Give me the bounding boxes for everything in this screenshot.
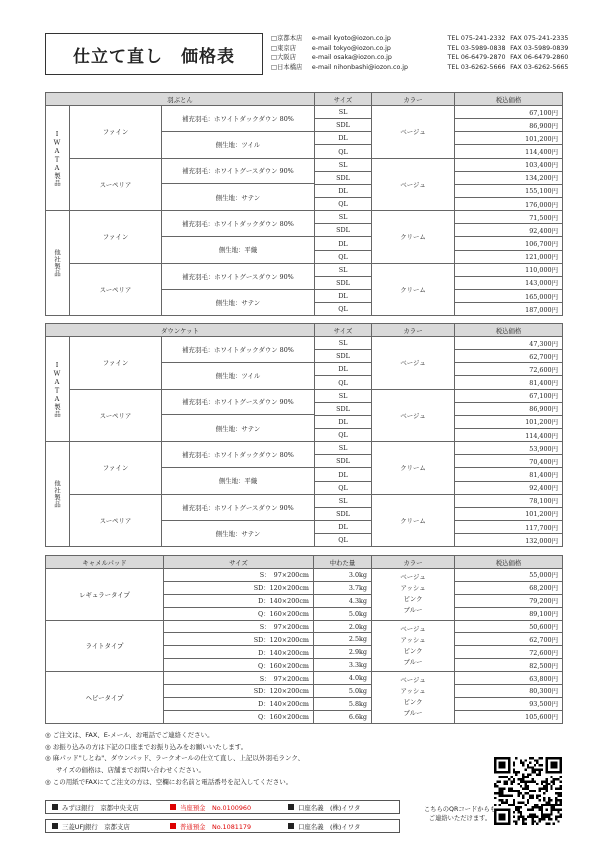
grade-label: スーペリア [70, 158, 162, 211]
price-cell: 47,300円 [455, 337, 563, 350]
color-cell: ベージュ [372, 158, 455, 211]
size-cell: SDL [315, 402, 372, 415]
price-cell: 132,000円 [455, 534, 563, 547]
price-cell: 72,600円 [455, 646, 563, 659]
fill-amount-cell: 5.0kg [314, 685, 372, 698]
type-label: ライトタイプ [46, 620, 164, 672]
table-row [46, 442, 563, 455]
material-cell [162, 389, 315, 442]
size-cell: QL [315, 481, 372, 494]
fill-label: 補充羽毛：ホワイトグースダウン 90% [162, 390, 314, 416]
material-cell [162, 494, 315, 547]
size-cell: QL [315, 198, 372, 211]
price-cell: 114,400円 [455, 145, 563, 158]
size-cell: SDL [315, 276, 372, 289]
column-header-price: 税込価格 [455, 93, 563, 106]
color-option: アッシュ [400, 584, 426, 593]
grade-label: スーペリア [70, 263, 162, 316]
color-option: ベージュ [400, 676, 426, 685]
size-cell: DL [315, 415, 372, 428]
contact-row [271, 63, 571, 73]
size-cell: S： 97×200cm [164, 569, 314, 582]
color-option: ピンク [403, 698, 423, 707]
material-cell [162, 442, 315, 495]
column-header-price: 税込価格 [455, 556, 563, 569]
size-cell: QL [315, 250, 372, 263]
table-row [46, 494, 563, 507]
price-cell: 106,700円 [455, 237, 563, 250]
color-list [374, 624, 452, 668]
size-cell: SDL [315, 171, 372, 184]
size-cell: QL [315, 429, 372, 442]
size-cell: DL [315, 184, 372, 197]
maker-label: 他社製品 [46, 442, 70, 547]
size-cell: SD：120×200cm [164, 633, 314, 646]
fill-label: 補充羽毛：ホワイトグースダウン 90% [162, 495, 314, 521]
column-header-name: 羽ぶとん [46, 93, 315, 106]
price-cell: 114,400円 [455, 429, 563, 442]
fill-amount-cell: 5.0kg [314, 607, 372, 620]
fabric-label: 側生地：ツイル [215, 372, 261, 381]
material-cell [162, 211, 315, 264]
price-cell: 80,300円 [455, 685, 563, 698]
qr-caption-line: ご連絡いただけます。 [428, 815, 492, 822]
checkbox-icon: □ [271, 44, 277, 52]
table-row [46, 158, 563, 171]
fill-label: 補充羽毛：ホワイトダックダウン 80% [162, 337, 314, 363]
table-row [46, 620, 563, 633]
price-cell: 68,200円 [455, 581, 563, 594]
size-cell: QL [315, 376, 372, 389]
note-line: ◎ ご注文は、FAX、E-メール、お電話でご連絡ください。 [45, 731, 214, 739]
price-cell: 55,000円 [455, 569, 563, 582]
contact-row [271, 53, 571, 63]
fabric-label: 側生地：サテン [215, 193, 261, 202]
downket-price-table [45, 323, 563, 547]
size-cell: QL [315, 303, 372, 316]
size-cell: DL [315, 521, 372, 534]
color-option: ベージュ [400, 624, 426, 633]
price-cell: 82,500円 [455, 659, 563, 672]
table-row [46, 106, 563, 119]
fill-label: 補充羽毛：ホワイトグースダウン 90% [162, 264, 314, 290]
price-cell: 81,400円 [455, 468, 563, 481]
note-line: ◎ 麻パッド"しとね"、ダウンパッド、ラークオールの仕立て直し、上記以外羽毛ランク、 [45, 754, 305, 763]
type-label: ヘビータイプ [46, 672, 164, 724]
type-label: レギュラータイプ [46, 569, 164, 621]
price-cell: 110,000円 [455, 263, 563, 276]
contact-row [271, 34, 571, 44]
price-cell: 86,900円 [455, 402, 563, 415]
note-line: サイズの価格は、店舗までお問い合わせください。 [56, 766, 205, 775]
fill-amount-cell: 3.7kg [314, 581, 372, 594]
size-cell: SL [315, 158, 372, 171]
price-cell: 67,100円 [455, 389, 563, 402]
fill-amount-cell: 2.9kg [314, 646, 372, 659]
bank-name: 三菱UFJ銀行 京都支店 [62, 822, 130, 831]
size-cell: SL [315, 106, 372, 119]
column-header-size: サイズ [164, 556, 314, 569]
price-cell: 62,700円 [455, 633, 563, 646]
color-cell: ベージュ [372, 106, 455, 159]
column-header-price: 税込価格 [455, 324, 563, 337]
price-cell: 79,200円 [455, 594, 563, 607]
price-cell: 121,000円 [455, 250, 563, 263]
column-header-size: サイズ [315, 93, 372, 106]
branch-fax: FAX 03-5989-0839 [510, 44, 569, 52]
table-row [46, 337, 563, 350]
price-cell: 50,600円 [455, 620, 563, 633]
size-cell: QL [315, 145, 372, 158]
account-number: 当座預金 No.0100960 [180, 803, 252, 812]
grade-label: ファイン [70, 337, 162, 390]
fabric-label: 側生地：サテン [215, 298, 261, 307]
fabric-label: 側生地：サテン [215, 529, 261, 538]
grade-label: ファイン [70, 442, 162, 495]
size-cell: SD：120×200cm [164, 685, 314, 698]
maker-label: IWATA製品 [46, 106, 70, 211]
price-cell: 71,500円 [455, 211, 563, 224]
size-cell: S： 97×200cm [164, 620, 314, 633]
size-cell: SL [315, 442, 372, 455]
branch-email: e-mail nihonbashi@iozon.co.jp [311, 63, 408, 71]
branch-email: e-mail tokyo@iozon.co.jp [311, 44, 391, 52]
fill-amount-cell: 4.0kg [314, 672, 372, 685]
price-cell: 134,200円 [455, 171, 563, 184]
fill-amount-cell: 2.5kg [314, 633, 372, 646]
color-cell: ベージュ [372, 337, 455, 390]
size-cell: D：140×200cm [164, 594, 314, 607]
price-cell: 72,600円 [455, 363, 563, 376]
notes [45, 730, 304, 789]
table-row [46, 211, 563, 224]
price-cell: 89,100円 [455, 607, 563, 620]
price-cell: 155,100円 [455, 184, 563, 197]
color-option: ブルー [403, 709, 423, 718]
table-row [46, 569, 563, 582]
fill-amount-cell: 4.3kg [314, 594, 372, 607]
color-option: ブルー [403, 657, 423, 666]
color-option: アッシュ [400, 687, 426, 696]
square-icon [288, 804, 294, 810]
size-cell: SDL [315, 507, 372, 520]
size-cell: DL [315, 363, 372, 376]
price-cell: 101,200円 [455, 415, 563, 428]
fill-amount-cell: 6.6kg [314, 710, 372, 723]
size-cell: SDL [315, 350, 372, 363]
table-row [46, 672, 563, 685]
square-icon [288, 823, 294, 829]
material-cell [162, 263, 315, 316]
price-cell: 93,500円 [455, 697, 563, 710]
size-cell: DL [315, 237, 372, 250]
fill-amount-cell: 3.3kg [314, 659, 372, 672]
price-cell: 187,000円 [455, 303, 563, 316]
account-holder: 口座名義 (株)イワタ [298, 803, 361, 812]
column-header-name: キャメルパッド [46, 556, 164, 569]
color-cell: ベージュ [372, 389, 455, 442]
fill-label: 補充羽毛：ホワイトダックダウン 80% [162, 442, 314, 468]
branch-fax: FAX 075-241-2335 [510, 35, 569, 42]
price-cell: 92,400円 [455, 224, 563, 237]
branch-name: 日本橋店 [277, 63, 303, 71]
grade-label: スーペリア [70, 494, 162, 547]
square-icon [52, 823, 58, 829]
qr-caption-line: こちらのQRコードからも [423, 806, 497, 813]
size-cell: SD：120×200cm [164, 581, 314, 594]
color-list [374, 572, 452, 616]
column-header-color: カラー [372, 324, 455, 337]
color-cell: クリーム [372, 442, 455, 495]
size-cell: Q：160×200cm [164, 659, 314, 672]
qr-code-icon[interactable] [494, 757, 562, 825]
grade-label: スーペリア [70, 389, 162, 442]
price-cell: 92,400円 [455, 481, 563, 494]
size-cell: DL [315, 290, 372, 303]
fill-amount-cell: 5.8kg [314, 697, 372, 710]
price-cell: 81,400円 [455, 376, 563, 389]
bank-account-1 [45, 800, 400, 814]
note-line: ◎ この用紙でFAXにてご注文の方は、空欄にお名前と電話番号を記入してください。 [45, 777, 293, 786]
price-cell: 78,100円 [455, 494, 563, 507]
table-row [46, 263, 563, 276]
square-icon [52, 804, 58, 810]
branch-fax: FAX 06-6479-2860 [510, 54, 569, 61]
qr-caption [420, 805, 500, 823]
fill-label: 補充羽毛：ホワイトダックダウン 80% [162, 106, 314, 132]
branch-fax: FAX 03-6262-5665 [510, 63, 569, 71]
price-cell: 143,000円 [455, 276, 563, 289]
color-cell: クリーム [372, 211, 455, 264]
page-title: 仕立て直し 価格表 [45, 33, 263, 75]
column-header-size: サイズ [315, 324, 372, 337]
size-cell: QL [315, 534, 372, 547]
column-header-name: ダウンケット [46, 324, 315, 337]
size-cell: SL [315, 337, 372, 350]
branch-email: e-mail kyoto@iozon.co.jp [311, 35, 391, 42]
contact-list [271, 34, 571, 72]
size-cell: SL [315, 389, 372, 402]
camel-pad-price-table [45, 555, 563, 724]
column-header-color: カラー [372, 93, 455, 106]
color-option: ブルー [403, 606, 423, 615]
fill-label: 補充羽毛：ホワイトダックダウン 80% [162, 211, 314, 237]
price-cell: 86,900円 [455, 119, 563, 132]
price-cell: 103,400円 [455, 158, 563, 171]
material-cell [162, 158, 315, 211]
fabric-label: 側生地：サテン [215, 424, 261, 433]
account-holder: 口座名義 (株)イワタ [298, 822, 361, 831]
fill-label: 補充羽毛：ホワイトグースダウン 90% [162, 159, 314, 185]
bank-name: みずほ銀行 京都中央支店 [62, 803, 139, 812]
branch-name: 東京店 [277, 44, 296, 52]
color-option: アッシュ [400, 635, 426, 644]
contact-row [271, 44, 571, 54]
column-header-color: カラー [372, 556, 455, 569]
branch-tel: TEL 075-241-2332 [447, 35, 506, 42]
size-cell: SL [315, 211, 372, 224]
color-cell: クリーム [372, 494, 455, 547]
note-line: ◎ お振り込みの方は下記の口座までお振り込みをお願いいたします。 [45, 742, 248, 751]
size-cell: SDL [315, 119, 372, 132]
branch-name: 京都本店 [277, 35, 303, 42]
grade-label: ファイン [70, 211, 162, 264]
price-cell: 63,800円 [455, 672, 563, 685]
price-cell: 53,900円 [455, 442, 563, 455]
fill-amount-cell: 2.0kg [314, 620, 372, 633]
fabric-label: 側生地：平織 [218, 246, 258, 255]
color-list [374, 675, 452, 719]
square-icon [170, 804, 176, 810]
color-cell: クリーム [372, 263, 455, 316]
futon-price-table [45, 92, 563, 316]
size-cell: D：140×200cm [164, 697, 314, 710]
maker-label: IWATA製品 [46, 337, 70, 442]
price-cell: 62,700円 [455, 350, 563, 363]
column-header-fill: 中わた量 [314, 556, 372, 569]
table-row [46, 389, 563, 402]
size-cell: DL [315, 468, 372, 481]
color-option: ベージュ [400, 573, 426, 582]
checkbox-icon: □ [271, 35, 277, 42]
size-cell: SL [315, 263, 372, 276]
size-cell: D：140×200cm [164, 646, 314, 659]
material-cell [162, 106, 315, 159]
square-icon [170, 823, 176, 829]
checkbox-icon: □ [271, 54, 277, 61]
branch-tel: TEL 03-5989-0838 [447, 44, 506, 52]
account-number: 普通預金 No.1081179 [180, 822, 252, 831]
fill-amount-cell: 3.0kg [314, 569, 372, 582]
size-cell: Q：160×200cm [164, 607, 314, 620]
checkbox-icon: □ [271, 63, 277, 71]
price-cell: 67,100円 [455, 106, 563, 119]
grade-label: ファイン [70, 106, 162, 159]
price-cell: 176,000円 [455, 198, 563, 211]
branch-name: 大阪店 [277, 54, 296, 61]
color-option: ピンク [403, 595, 423, 604]
price-cell: 70,400円 [455, 455, 563, 468]
price-cell: 101,200円 [455, 132, 563, 145]
fabric-label: 側生地：ツイル [215, 141, 261, 150]
size-cell: S： 97×200cm [164, 672, 314, 685]
branch-email: e-mail osaka@iozon.co.jp [311, 54, 392, 61]
maker-label: 他社製品 [46, 211, 70, 316]
price-cell: 117,700円 [455, 521, 563, 534]
color-cell [372, 620, 455, 672]
price-cell: 101,200円 [455, 507, 563, 520]
size-cell: SDL [315, 224, 372, 237]
color-cell [372, 672, 455, 724]
branch-tel: TEL 06-6479-2870 [447, 54, 506, 61]
size-cell: SL [315, 494, 372, 507]
price-cell: 165,000円 [455, 290, 563, 303]
size-cell: DL [315, 132, 372, 145]
price-cell: 105,600円 [455, 710, 563, 723]
size-cell: SDL [315, 455, 372, 468]
branch-tel: TEL 03-6262-5666 [447, 63, 506, 71]
color-option: ピンク [403, 646, 423, 655]
material-cell [162, 337, 315, 390]
bank-account-2 [45, 819, 400, 833]
color-cell [372, 569, 455, 621]
size-cell: Q：160×200cm [164, 710, 314, 723]
fabric-label: 側生地：平織 [218, 477, 258, 486]
